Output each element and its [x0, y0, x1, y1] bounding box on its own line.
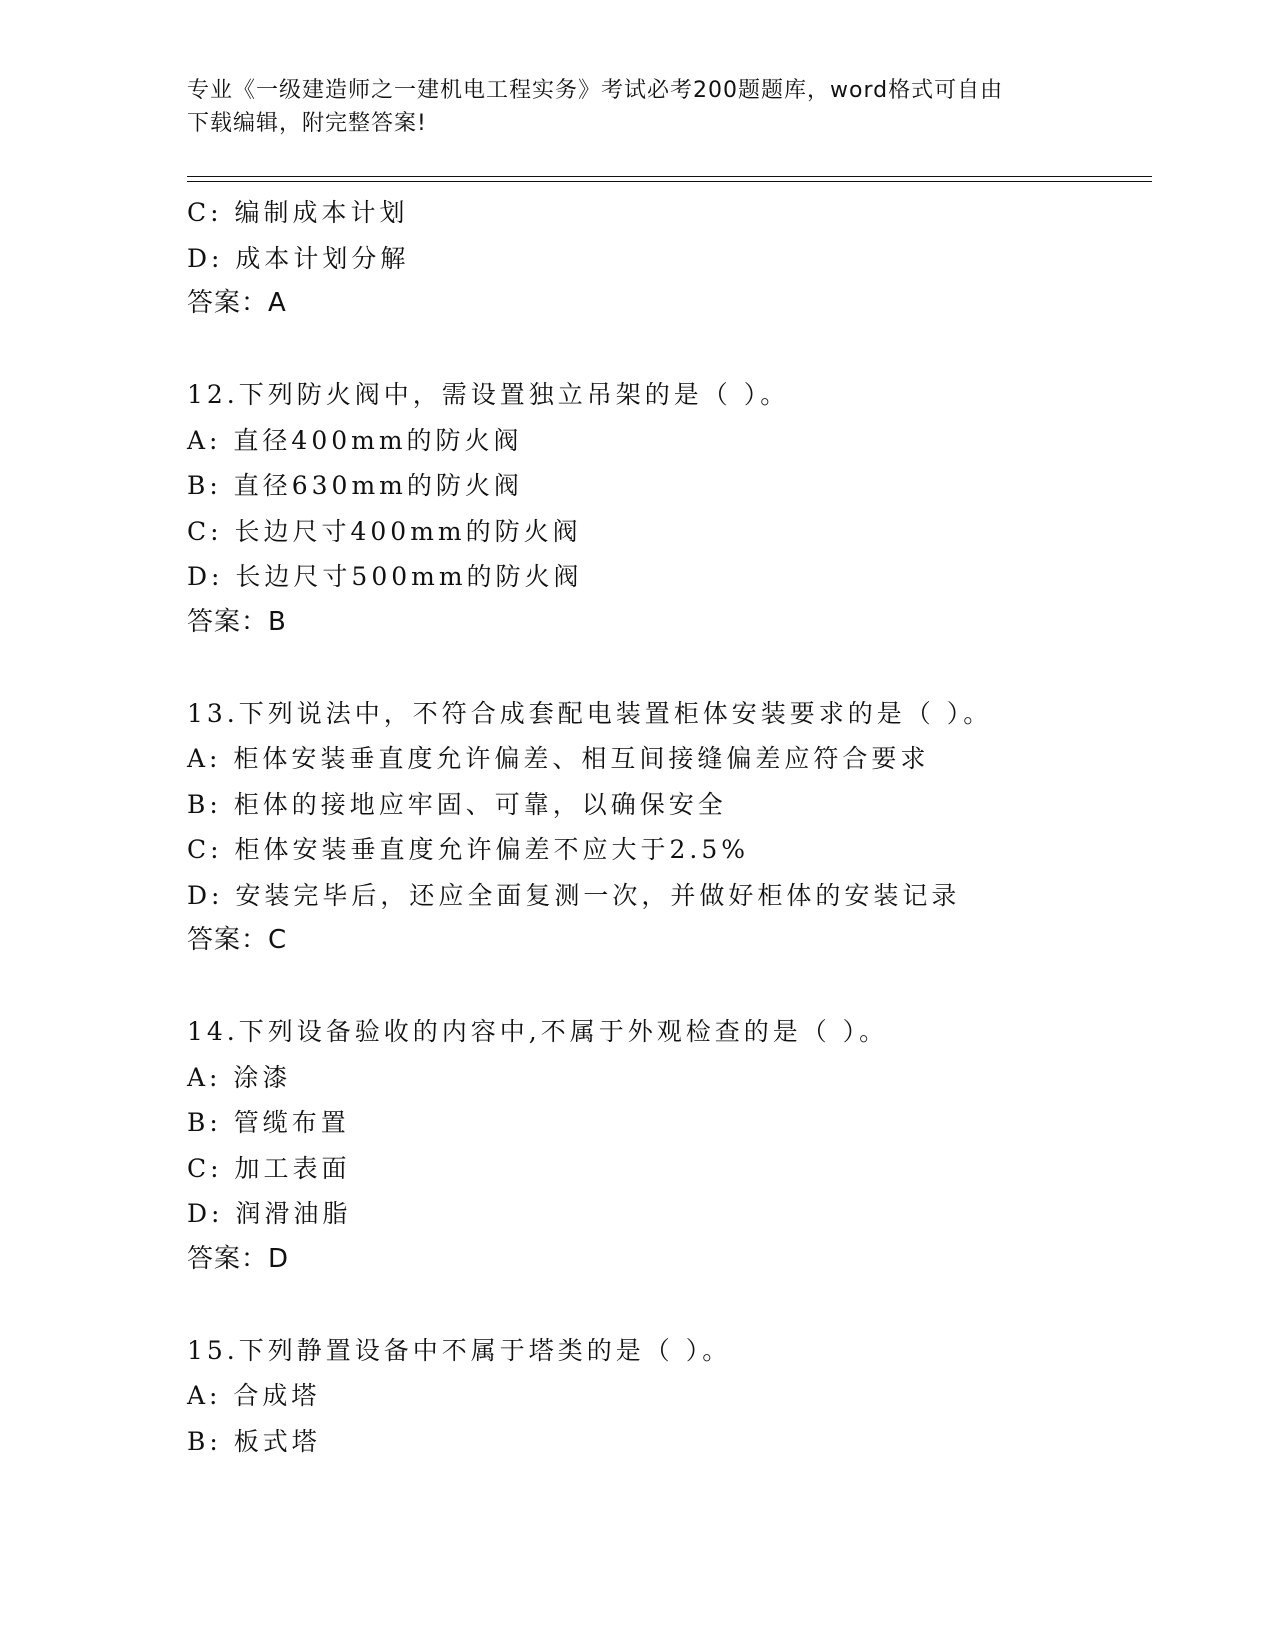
header-line-1: 专业《一级建造师之一建机电工程实务》考试必考200题题库，word格式可自由: [187, 78, 1004, 103]
answer-line: 答案：B: [187, 606, 287, 637]
header-line-2: 下载编辑，附完整答案!: [187, 111, 427, 136]
option-b: B: 板式塔: [187, 1426, 321, 1456]
spacer: [187, 964, 1147, 1010]
question-title: 13.下列说法中，不符合成套配电装置柜体安装要求的是（ ）。: [187, 698, 993, 728]
option-a: A: 涂漆: [187, 1062, 292, 1092]
option-c: C: 长边尺寸400mm的防火阀: [187, 516, 582, 546]
question-title: 14.下列设备验收的内容中,不属于外观检查的是（ ）。: [187, 1017, 889, 1046]
page-header: [187, 74, 1067, 140]
option-c: C: 柜体安装垂直度允许偏差不应大于2.5%: [187, 835, 750, 864]
spacer: [187, 1282, 1147, 1328]
spacer: [187, 327, 1147, 373]
header-divider-bottom: [187, 181, 1152, 182]
question-title: 15.下列静置设备中不属于塔类的是（ ）。: [187, 1335, 732, 1365]
option-b: B: 柜体的接地应牢固、可靠，以确保安全: [187, 789, 727, 819]
question-block-11: [187, 190, 1147, 327]
option-a: A: 柜体安装垂直度允许偏差、相互间接缝偏差应符合要求: [187, 744, 930, 773]
answer-line: 答案：A: [187, 288, 287, 318]
option-d: D: 长边尺寸500mm的防火阀: [187, 562, 583, 591]
spacer: [187, 645, 1147, 691]
option-c: C: 加工表面: [187, 1153, 351, 1183]
question-block-12: [187, 372, 1147, 645]
answer-line: 答案：C: [187, 925, 288, 955]
option-b: B: 管缆布置: [187, 1108, 350, 1137]
question-title: 12.下列防火阀中，需设置独立吊架的是（ ）。: [187, 380, 790, 409]
option-a: A: 合成塔: [187, 1381, 321, 1410]
question-block-13: [187, 691, 1147, 964]
option-d: D: 成本计划分解: [187, 243, 410, 273]
answer-line: 答案：D: [187, 1243, 290, 1274]
header-divider-top: [187, 176, 1152, 177]
question-block-14: [187, 1009, 1147, 1282]
option-c: C: 编制成本计划: [187, 198, 409, 227]
option-d: D: 润滑油脂: [187, 1199, 352, 1228]
question-list: [187, 190, 1147, 1464]
question-block-15: [187, 1328, 1147, 1465]
option-d: D: 安装完毕后，还应全面复测一次，并做好柜体的安装记录: [187, 880, 961, 910]
option-a: A: 直径400mm的防火阀: [187, 425, 523, 455]
option-b: B: 直径630mm的防火阀: [187, 471, 523, 500]
